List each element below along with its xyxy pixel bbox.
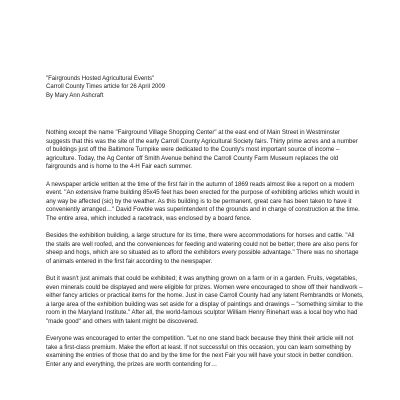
article-title: "Fairgrounds Hosted Agricultural Events" [46,76,155,82]
paragraph: A newspaper article written at the time of the first fair in the autumn of 1869 reads almost like a report on a modern event. "An extensive frame building 85x45 feet has been erected for the purpose of exhibiting articles which would in any way be affected (sic) by the weather. As this building is to be permanent, great care has been taken to have it conveniently arranged…" David Fowble was superintendent of the grounds and in charge of construction at the time. The entire area, which included a racetrack, was enclosed by a board fence. [46,180,360,222]
article-byline: By Mary Ann Ashcraft [46,92,104,99]
article-body [46,129,364,378]
paragraph: Everyone was encouraged to enter the competition. "Let no one stand back because they think their article will not take a first-class premium. Make the effort at least. If not successful on this occasion, you can learn something by examining the entries of those that do and by the time for the next Fair you will have your stock in better condition. Enter any and everything, the prizes are worth contending for… [46,335,354,369]
paragraph: Nothing except the name "Fairground Village Shopping Center" at the east end of Main Street in Westminster suggests that this was the site of the early Carroll County Agricultural Society fairs. Thirty prime acres and a number of buildings just off the Baltimore Turnpike were dedicated to the County's most important source of income – agriculture. Today, the Ag Center off Smith Avenue behind the Carroll County Farm Museum replaces the old fairgrounds and is home to the 4-H Fair each summer. [46,129,358,171]
paragraph: Besides the exhibition building, a large structure for its time, there were accommodations for horses and cattle. "All the stalls are well roofed, and the conveniences for feeding and watering could not be better; there are also pens for sheep and hogs, which are so situated as to afford the exhibitors every possible advantage." There was no shortage of animals entered in the first fair according to the newspaper. [46,232,359,265]
article-source: Carroll County Times article for 26 April 2009 [46,84,166,91]
article-header [46,75,366,100]
paragraph: But it wasn't just animals that could be exhibited; it was anything grown on a farm or in a garden. Fruits, vegetables, even minerals could be displayed and were eligible for prizes. Women were encouraged to show off their handiwork – either fancy articles or practical items for the home. Just in case Carroll County had any latent Rembrandts or Monets, a large area of the exhibition building was set aside for a display of paintings and drawings – "something similar to the room in the Maryland Institute." After all, the world-famous sculptor William Henry Rinehart was a local boy who had "made good" and others with talent might be discovered. [46,275,364,326]
